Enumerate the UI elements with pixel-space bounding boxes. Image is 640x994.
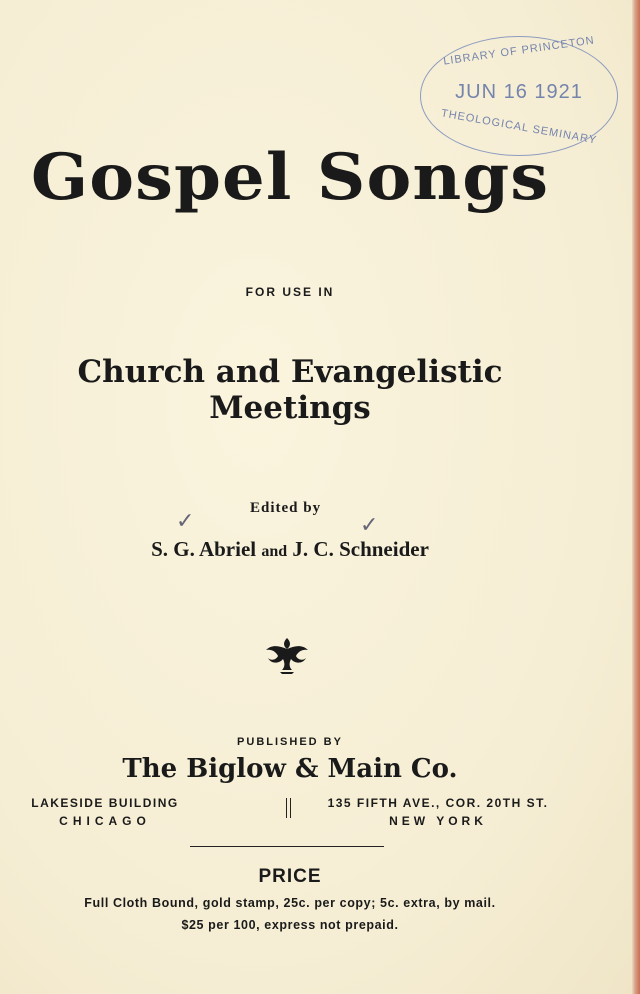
address-right-line2: NEW YORK <box>389 814 487 828</box>
edited-by: Edited by <box>250 500 322 516</box>
address-left-line2: CHICAGO <box>59 814 151 828</box>
check-mark-icon: ✓ <box>176 508 195 533</box>
book-title: Gospel Songs <box>30 140 550 215</box>
check-mark-icon: ✓ <box>360 512 379 537</box>
address-left <box>20 796 190 828</box>
price-line-1: Full Cloth Bound, gold stamp, 25c. per copy; 5c. extra, by mail. <box>84 896 496 910</box>
address-left-line1: LAKESIDE BUILDING <box>31 796 179 810</box>
stamp-date: JUN 16 1921 <box>455 81 583 103</box>
editor-second: J. C. Schneider <box>292 537 429 561</box>
page-edge <box>632 0 640 994</box>
address-divider <box>286 798 291 818</box>
published-by: PUBLISHED BY <box>237 736 343 748</box>
editor-first: S. G. Abriel <box>151 537 257 561</box>
stamp-bottom-text: THEOLOGICAL SEMINARY <box>440 107 598 147</box>
address-right <box>318 796 558 828</box>
for-use-in: FOR USE IN <box>245 285 335 299</box>
publisher-name: The Biglow & Main Co. <box>122 754 458 784</box>
price-line-2: $25 per 100, express not prepaid. <box>181 918 399 932</box>
price-heading: PRICE <box>258 866 322 887</box>
editors-and: and <box>261 543 288 560</box>
library-stamp <box>420 36 618 156</box>
fleuron-icon <box>262 634 312 674</box>
divider-rule <box>190 846 384 847</box>
editors <box>0 537 580 562</box>
address-right-line1: 135 FIFTH AVE., COR. 20TH ST. <box>327 796 549 810</box>
book-subtitle: Church and Evangelistic Meetings <box>77 354 503 426</box>
stamp-top-text: LIBRARY OF PRINCETON <box>442 34 596 68</box>
